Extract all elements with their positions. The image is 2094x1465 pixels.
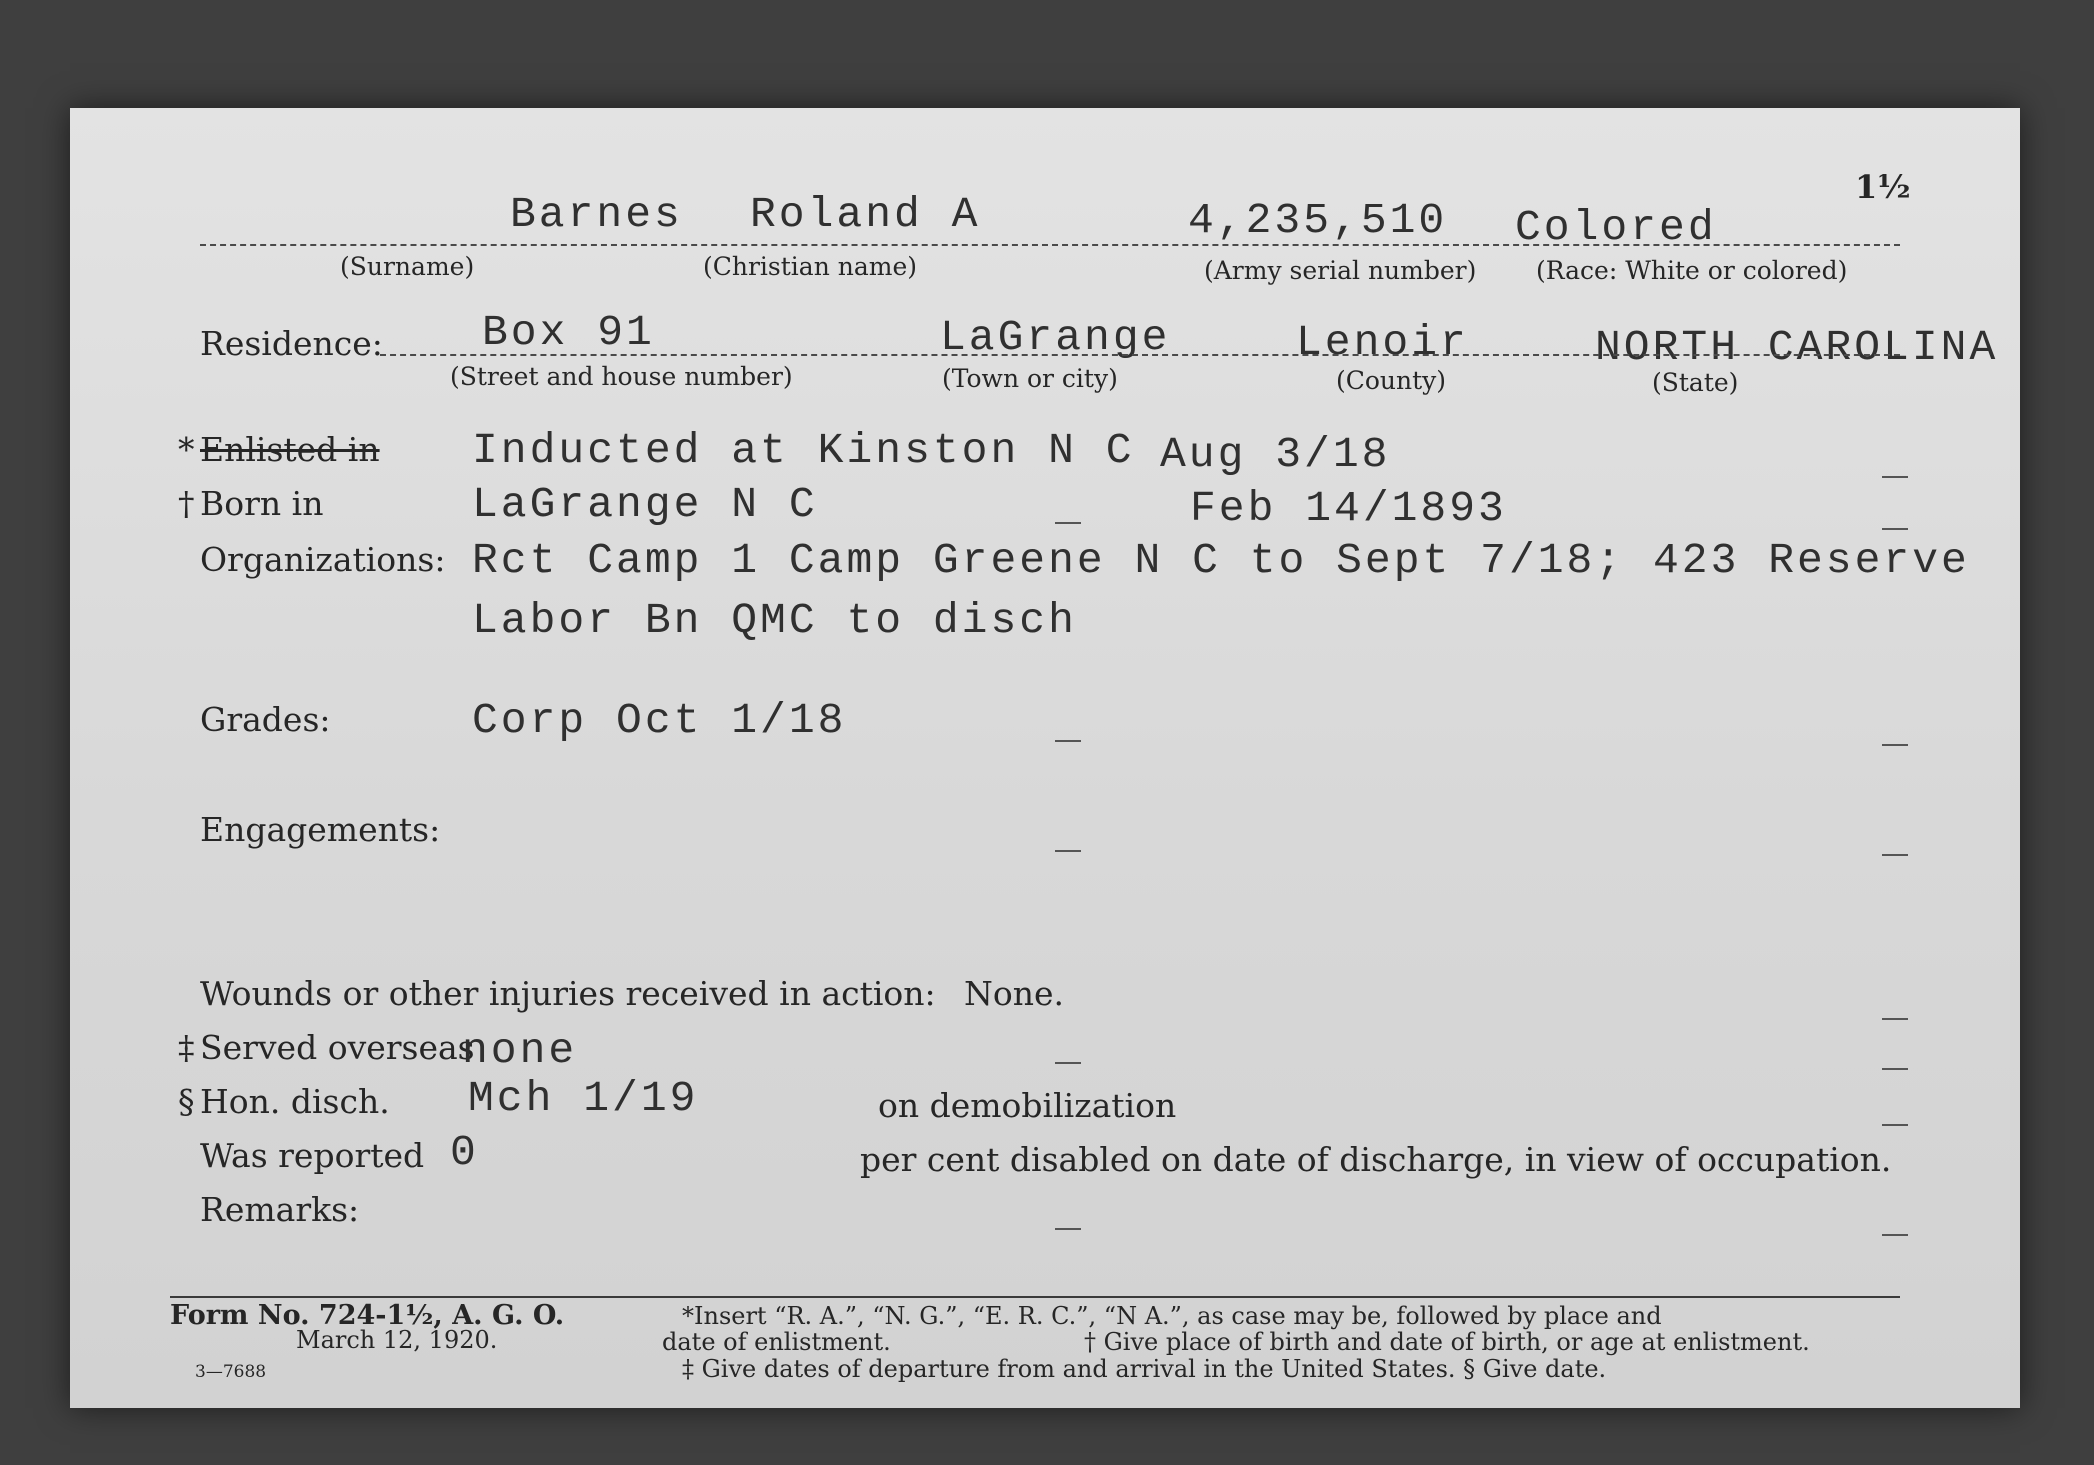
remarks-label: Remarks: [200,1190,360,1229]
grades-label: Grades: [200,700,331,739]
tick-mark [1882,744,1908,746]
residence-state: NORTH CAROLINA [1595,323,1999,372]
overseas-marker: ‡ [178,1028,195,1067]
footnote-line-2a: date of enlistment. [662,1328,891,1356]
overseas-value: none [462,1026,578,1075]
state-caption: (State) [1652,368,1739,397]
header-line [200,244,1900,246]
tick-mark [1882,1234,1908,1236]
tick-mark [1055,522,1081,524]
service-record-card [70,108,2020,1408]
form-number: Form No. 724-1½, A. G. O. [170,1300,565,1331]
residence-label: Residence: [200,324,383,363]
born-date: Feb 14/1893 [1190,484,1507,533]
residence-street: Box 91 [482,308,655,357]
organizations-label: Organizations: [200,540,446,579]
enlisted-date: Aug 3/18 [1160,430,1391,479]
organizations-line-2: Labor Bn QMC to disch [472,596,1077,645]
tick-mark [1055,1062,1081,1064]
footnote-line-2b: † Give place of birth and date of birth, or age at enlistment. [1084,1328,1810,1356]
tick-mark [1882,528,1908,530]
disch-marker: § [178,1082,195,1121]
race-value: Colored [1515,203,1717,252]
disch-label: Hon. disch. [200,1082,390,1121]
serial-number-value: 4,235,510 [1188,196,1448,245]
card-paper [70,108,2020,1408]
form-fraction: 1½ [1855,168,1911,206]
grades-value: Corp Oct 1/18 [472,696,847,745]
born-label: Born in [200,484,324,523]
surname-caption: (Surname) [340,252,475,281]
form-date: March 12, 1920. [296,1326,498,1354]
disch-value: Mch 1/19 [468,1074,699,1123]
tick-mark [1882,1018,1908,1020]
tick-mark [1882,854,1908,856]
footnote-line-1: *Insert “R. A.”, “N. G.”, “E. R. C.”, “N A.”, as case may be, followed by place and [682,1302,1662,1330]
tick-mark [1055,740,1081,742]
overseas-label: Served overseas [200,1028,475,1067]
wounds-value: None. [964,974,1065,1013]
tick-mark [1882,1068,1908,1070]
born-value: LaGrange N C [472,480,818,529]
tick-mark [1882,1124,1908,1126]
born-marker: † [178,484,195,523]
footer-rule [170,1296,1900,1298]
print-code: 3—7688 [195,1362,267,1382]
christian-name-caption: (Christian name) [703,252,918,281]
wounds-label: Wounds or other injuries received in action: [200,974,936,1013]
disch-suffix: on demobilization [878,1086,1177,1125]
reported-value: 0 [450,1128,479,1177]
tick-mark [1055,1228,1081,1230]
christian-name-value: Roland A [750,190,981,239]
reported-label: Was reported [200,1136,425,1175]
organizations-line-1: Rct Camp 1 Camp Greene N C to Sept 7/18; 423 Reserve [472,536,1970,585]
serial-number-caption: (Army serial number) [1204,256,1477,285]
race-caption: (Race: White or colored) [1536,256,1848,285]
reported-suffix: per cent disabled on date of discharge, in view of occupation. [860,1140,1892,1179]
surname-value: Barnes [510,190,683,239]
tick-mark [1055,850,1081,852]
enlisted-marker: * [178,430,195,469]
tick-mark [1882,476,1908,478]
residence-county: Lenoir [1296,318,1469,367]
town-caption: (Town or city) [942,364,1118,393]
residence-town: LaGrange [940,313,1171,362]
street-caption: (Street and house number) [450,362,793,391]
enlisted-value: Inducted at Kinston N C [472,426,1135,475]
engagements-label: Engagements: [200,810,441,849]
residence-line [380,354,1900,356]
county-caption: (County) [1336,366,1447,395]
footnote-line-3: ‡ Give dates of departure from and arrival in the United States. § Give date. [682,1355,1607,1383]
enlisted-label: Enlisted in [200,430,380,469]
